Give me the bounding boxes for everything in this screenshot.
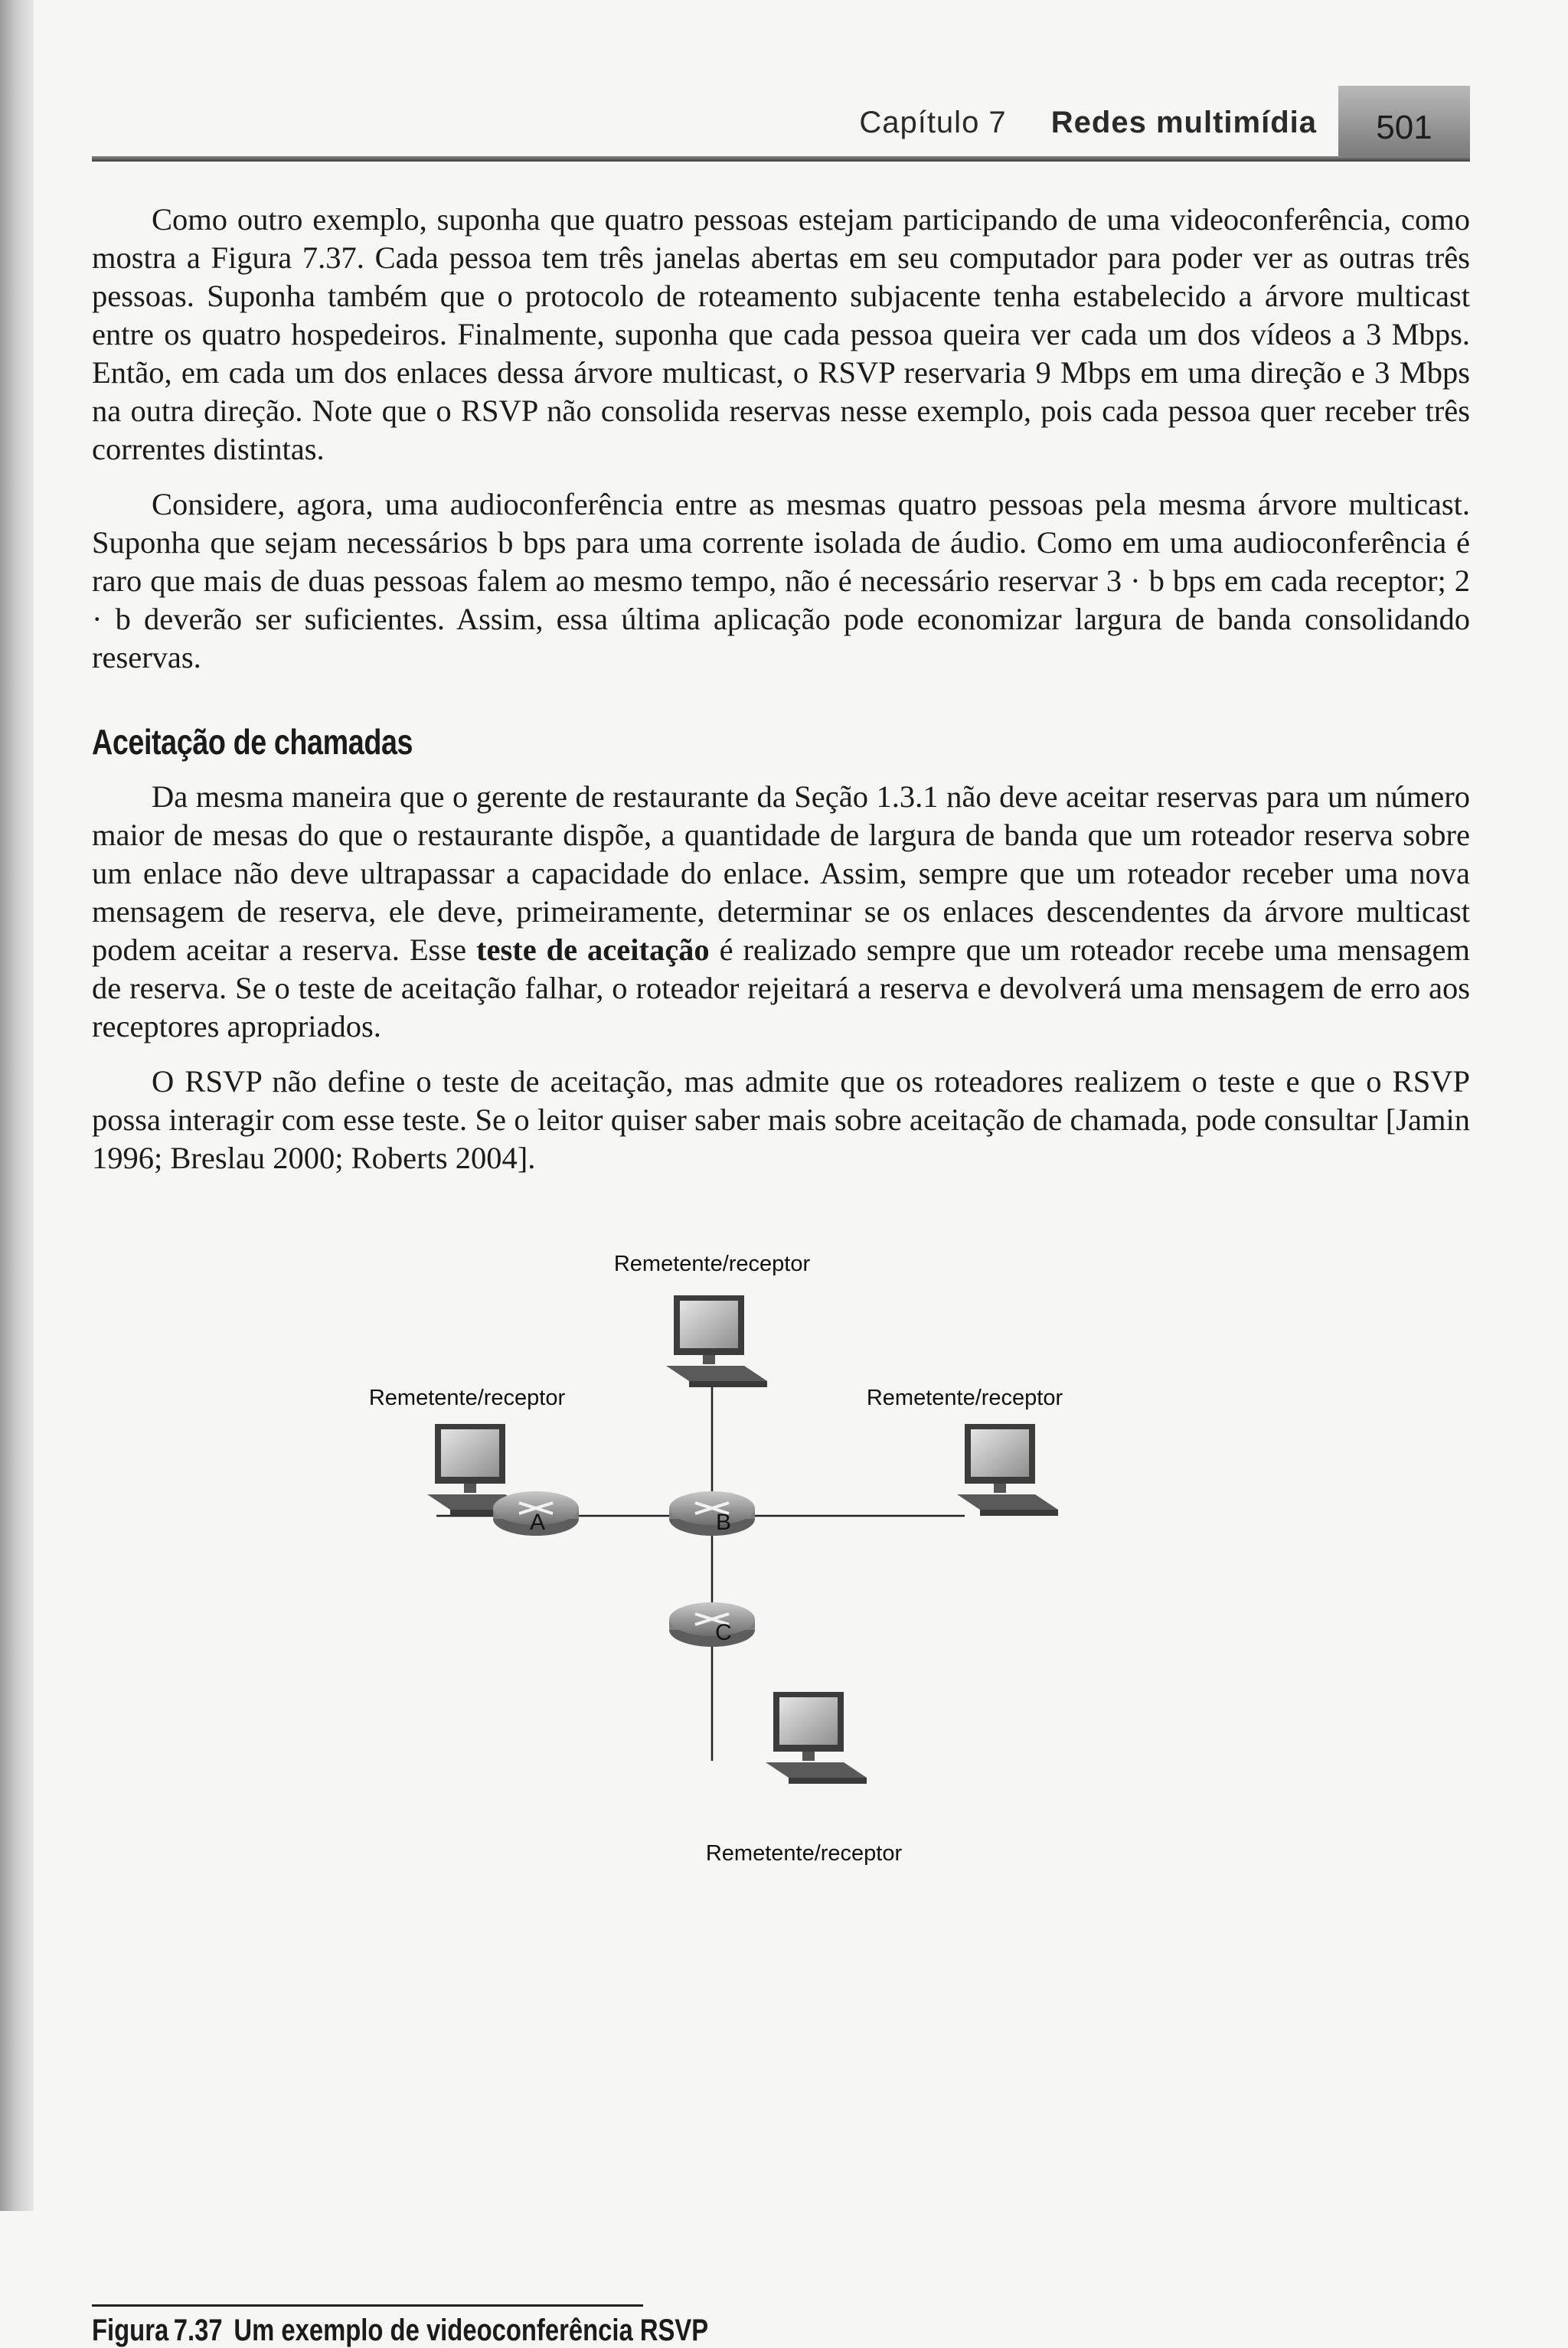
- caption-number: 7.37: [173, 2314, 223, 2347]
- host-bottom-label: Remetente/receptor: [705, 1841, 903, 1866]
- page-number: 501: [1338, 86, 1470, 158]
- host-right-label: Remetente/receptor: [866, 1386, 1063, 1410]
- body-text: [92, 201, 1470, 1194]
- rsvp-figure: [329, 1233, 1171, 2304]
- paragraph-text: é realizado sempre que um roteador recebe uma mensagem de reserva. Se o teste de aceitação falhar, o roteador rejeitará a reserva e devolverá uma mensagem de erro aos receptores apropriados.: [92, 932, 1471, 1043]
- host-bottom: [766, 1692, 867, 1784]
- header-rule: [92, 156, 1470, 162]
- router-b: [669, 1491, 755, 1536]
- bold-term: teste de aceitação: [475, 932, 710, 967]
- paragraph-videoconference: Como outro exemplo, suponha que quatro pessoas estejam participando de uma videoconferência, como mostra a Figura 7.37. Cada pessoa tem três janelas abertas em seu computador para poder ver as outras três pessoas. Suponha também que o protocolo de roteamento subjacente tenha estabelecido a árvore multicast entre os quatro hospedeiros. Finalmente, suponha que cada pessoa queira ver cada um dos vídeos a 3 Mbps. Então, em cada um dos enlaces dessa árvore multicast, o RSVP reservaria 9 Mbps em uma direção e 3 Mbps na outra direção. Note que o RSVP não consolida reservas nesse exemplo, pois cada pessoa quer receber três correntes distintas.: [92, 202, 1470, 466]
- router-c-label: C: [715, 1620, 732, 1645]
- running-head: [859, 106, 1317, 140]
- host-top-label: Remetente/receptor: [613, 1252, 811, 1276]
- caption-prefix: Figura: [92, 2314, 169, 2347]
- router-b-label: B: [715, 1510, 732, 1535]
- page-header: [92, 86, 1470, 159]
- paragraph-call-admission: [92, 778, 1470, 1046]
- caption-text: Um exemplo de videoconferência RSVP: [234, 2314, 709, 2347]
- router-a-label: A: [529, 1510, 546, 1535]
- figure-caption: [92, 2314, 708, 2348]
- paragraph-rsvp-admission: O RSVP não define o teste de aceitação, mas admite que os roteadores realizem o teste e que o RSVP possa interagir com esse teste. Se o leitor quiser saber mais sobre aceitação de chamada, pode consultar [Jamin 1996; Breslau 2000; Roberts 2004].: [92, 1064, 1470, 1175]
- host-top: [666, 1295, 767, 1387]
- host-right: [957, 1424, 1058, 1516]
- chapter-label: Capítulo 7: [859, 106, 1007, 139]
- page-binding-shadow: [0, 0, 34, 2211]
- router-c: [669, 1602, 755, 1647]
- host-left-label: Remetente/receptor: [368, 1386, 566, 1410]
- caption-rule: [92, 2304, 643, 2307]
- paragraph-text: Da mesma maneira que o gerente de restaurante da Seção 1.3.1 não deve aceitar reservas para um número maior de mesas do que o restaurante dispõe, a quantidade de largura de banda que um roteador reserva sobre um enlace não deve ultrapassar a capacidade do enlace. Assim, sempre que um roteador receber uma nova mensagem de reserva, ele deve, primeiramente, determinar se os enlaces descendentes da árvore multicast podem aceitar a reserva. Esse: [92, 779, 1470, 967]
- paragraph-audioconference: Considere, agora, uma audioconferência entre as mesmas quatro pessoas pela mesma árvore multicast. Suponha que sejam necessários b bps para uma corrente isolada de áudio. Como em uma audioconferência é raro que mais de duas pessoas falem ao mesmo tempo, não é necessário reservar 3 · b bps em cada receptor; 2 · b deverão ser suficientes. Assim, essa última aplicação pode economizar largura de banda consolidando reservas.: [92, 487, 1470, 674]
- section-heading: Aceitação de chamadas: [92, 722, 413, 762]
- chapter-title: Redes multimídia: [1050, 106, 1317, 139]
